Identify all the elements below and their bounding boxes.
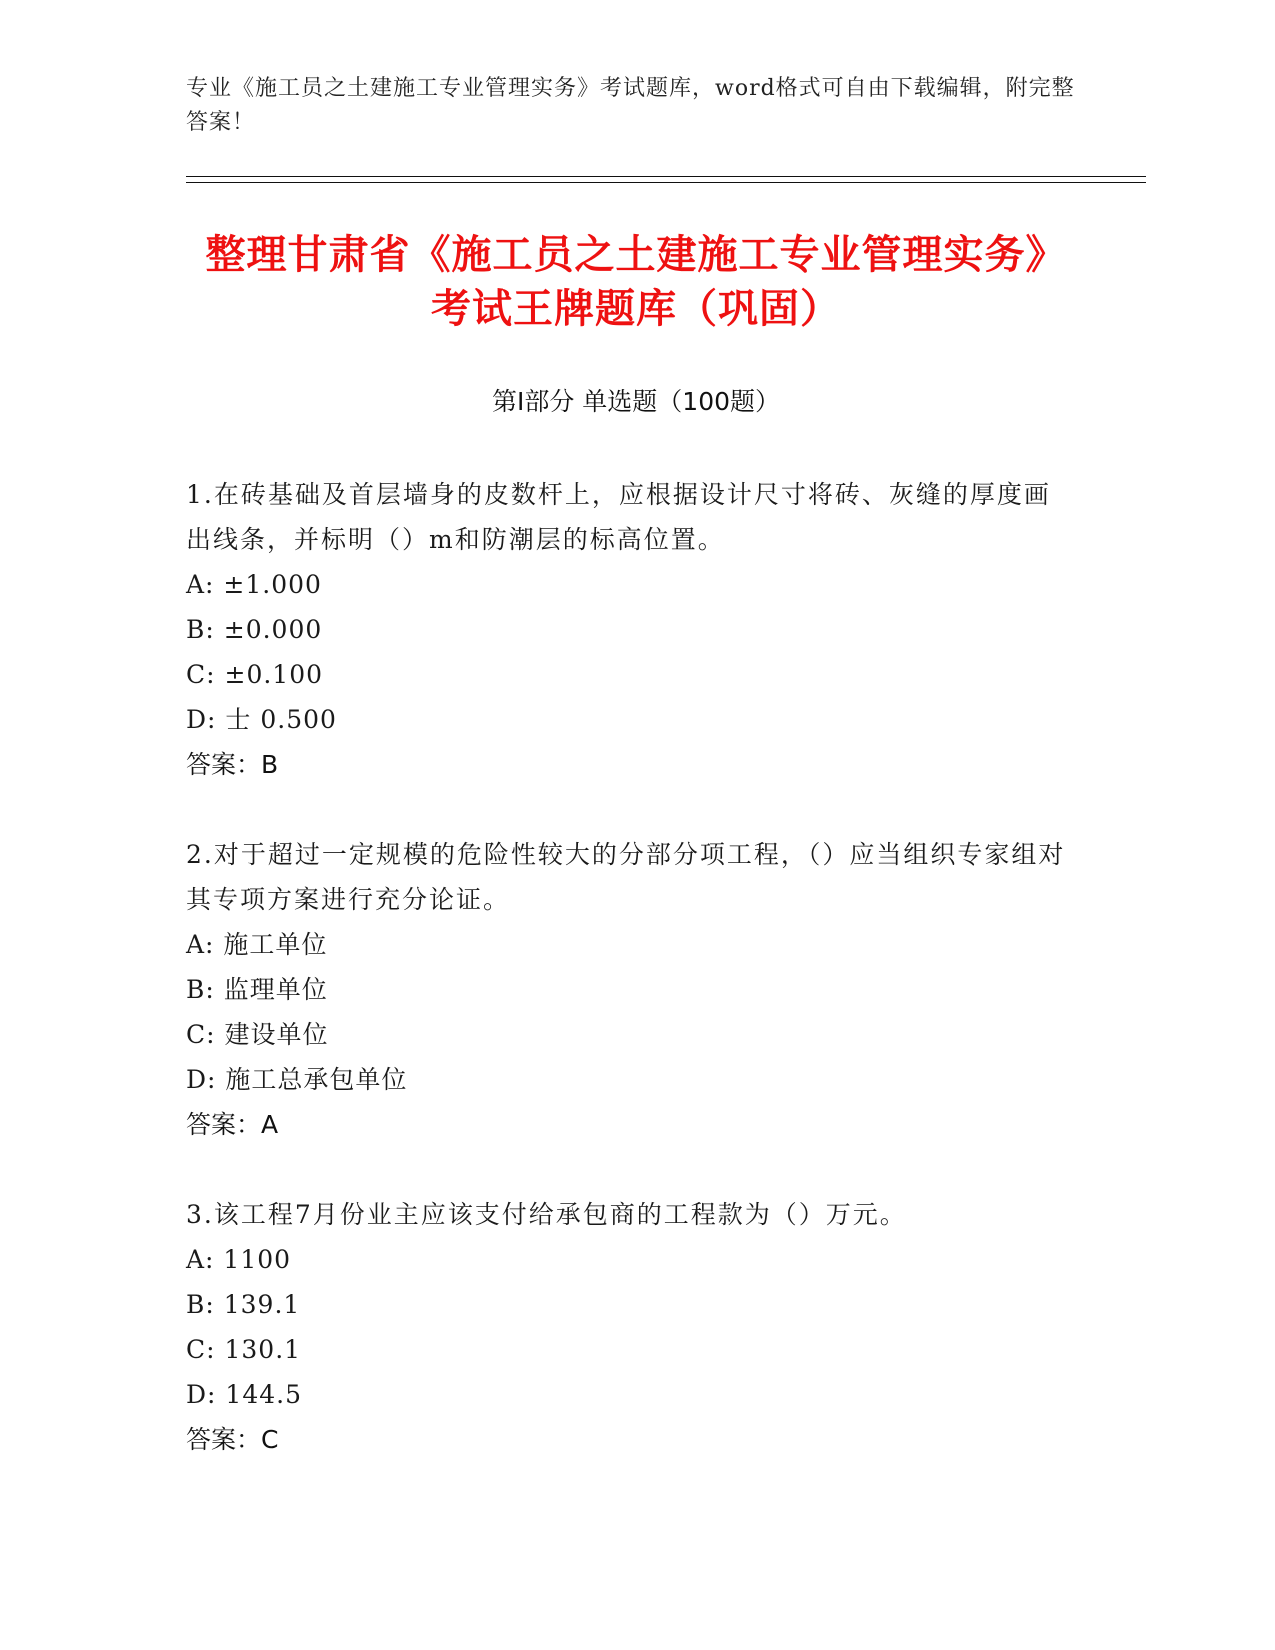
option-a: A: 1100: [186, 1245, 292, 1274]
answer-line: 答案：A: [186, 1110, 279, 1139]
answer-line: 答案：C: [186, 1425, 279, 1454]
option-a: A: ±1.000: [186, 570, 322, 599]
question-stem: 3.该工程7月份业主应该支付给承包商的工程款为（）万元。: [186, 1200, 907, 1229]
document-title: 整理甘肃省《施工员之土建施工专业管理实务》考试王牌题库（巩固）: [205, 232, 1067, 332]
section-title: 第Ⅰ部分 单选题（100题）: [491, 387, 781, 416]
option-d: D: 144.5: [186, 1380, 302, 1409]
option-d: D: 施工总承包单位: [186, 1065, 408, 1094]
question-block: [186, 1192, 1066, 1462]
option-c: C: 建设单位: [186, 1020, 329, 1049]
header-note: 专业《施工员之土建施工专业管理实务》考试题库，word格式可自由下载编辑，附完整答案！: [186, 76, 1075, 135]
option-d: D: 士 0.500: [186, 705, 337, 734]
option-c: C: 130.1: [186, 1335, 302, 1364]
header-rule-bottom: [186, 182, 1146, 183]
header-rule-top: [186, 176, 1146, 177]
option-c: C: ±0.100: [186, 660, 324, 689]
question-block: [186, 472, 1066, 787]
question-stem: 2.对于超过一定规模的危险性较大的分部分项工程，（）应当组织专家组对其专项方案进行充分论证。: [186, 840, 1066, 914]
option-b: B: 监理单位: [186, 975, 328, 1004]
question-block: [186, 832, 1066, 1147]
option-a: A: 施工单位: [186, 930, 328, 959]
option-b: B: ±0.000: [186, 615, 323, 644]
question-stem: 1.在砖基础及首层墙身的皮数杆上，应根据设计尺寸将砖、灰缝的厚度画出线条，并标明（）m和防潮层的标高位置。: [186, 480, 1051, 554]
answer-line: 答案：B: [186, 750, 279, 779]
option-b: B: 139.1: [186, 1290, 301, 1319]
